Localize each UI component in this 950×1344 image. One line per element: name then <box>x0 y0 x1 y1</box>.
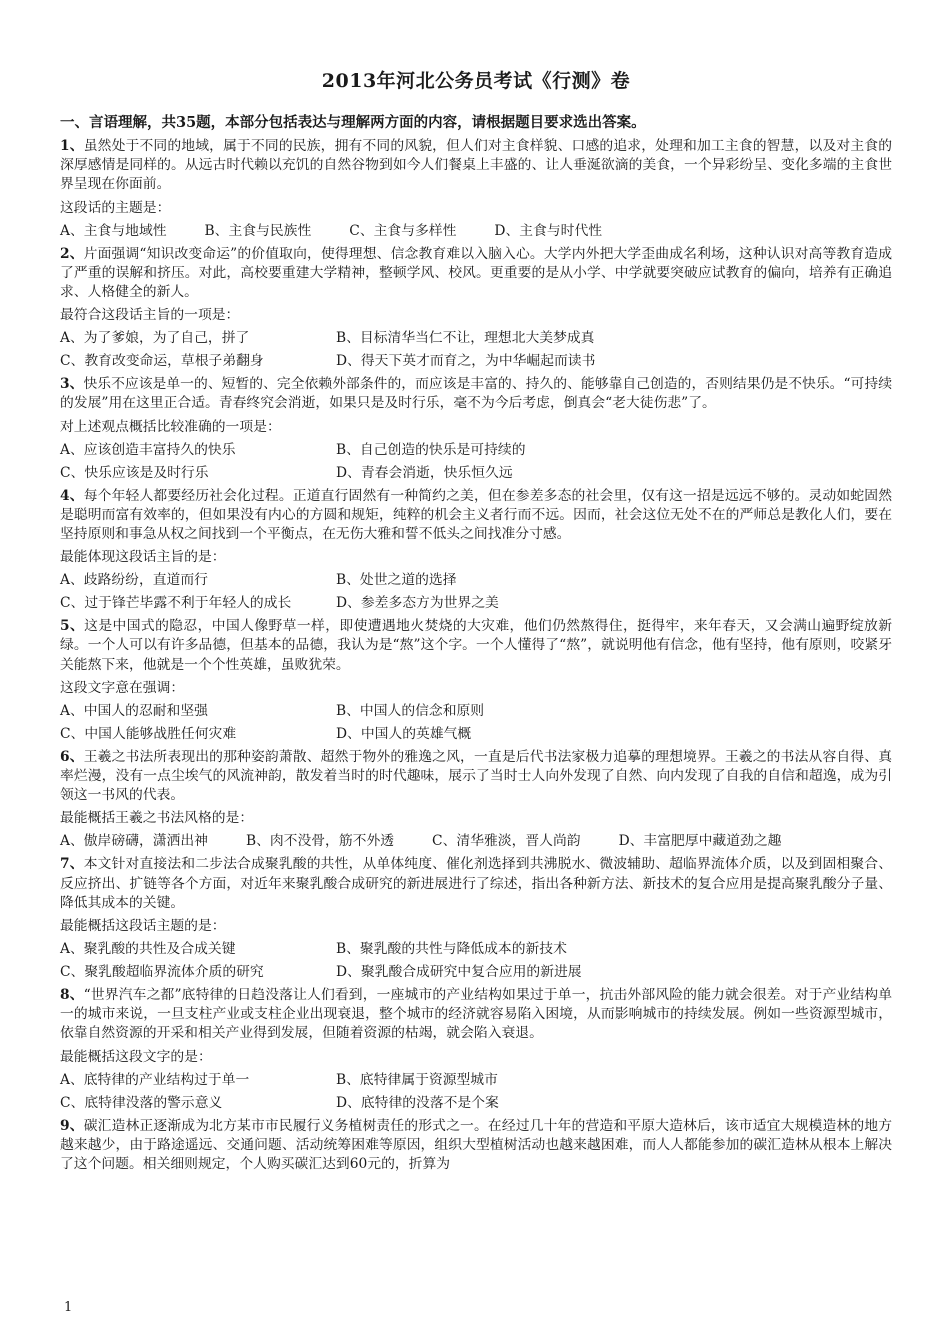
question-block <box>60 617 892 744</box>
option-row <box>60 725 892 744</box>
question-block <box>60 375 892 482</box>
answer-option[interactable]: D、底特律的没落不是个案 <box>336 1094 499 1111</box>
question-body: 片面强调“知识改变命运”的价值取向，使得理想、信念教育难以入脑入心。大学内外把大学歪曲成名利场，这种认识对高等教育造成了严重的误解和挤压。对此，高校要重建大学精神，整顿学风、校风。更重要的是从小学、中学就要突破应试教育的偏向，培养有正确追求、人格健全的新人。 <box>60 245 892 301</box>
answer-option[interactable]: A、聚乳酸的共性及合成关键 <box>60 941 236 958</box>
question-number: 6、 <box>60 748 84 765</box>
answer-option[interactable]: A、底特律的产业结构过于单一 <box>60 1071 250 1088</box>
option-row <box>60 832 892 851</box>
option-row <box>60 571 892 590</box>
question-block <box>60 487 892 614</box>
answer-option[interactable]: C、快乐应该是及时行乐 <box>60 464 209 481</box>
question-text <box>60 487 892 545</box>
answer-option[interactable]: D、丰富肥厚中藏道劲之趣 <box>618 833 782 850</box>
option-row <box>60 329 892 348</box>
answer-option[interactable]: D、聚乳酸合成研究中复合应用的新进展 <box>336 964 582 981</box>
question-block <box>60 748 892 852</box>
option-row <box>60 352 892 371</box>
question-prompt: 这段文字意在强调： <box>60 679 185 696</box>
question-prompt: 最能概括这段文字的是： <box>60 1048 212 1065</box>
question-text <box>60 855 892 913</box>
answer-option[interactable]: A、傲岸磅礴，潇洒出神 <box>60 833 208 850</box>
question-block <box>60 245 892 372</box>
question-body: 碳汇造林正逐渐成为北方某市市民履行义务植树责任的形式之一。在经过几十年的营造和平原大造林后，该市适宜大规模造林的地方越来越少，由于路途遥远、交通问题、活动统筹困难等原因，组织大型植树活动也越来越困难，而人人都能参加的碳汇造林从根本上解决了这个问题。相关细则规定，个人购买碳汇达到60元的，折算为 <box>60 1117 892 1173</box>
answer-option[interactable]: C、底特律没落的警示意义 <box>60 1094 223 1111</box>
question-block <box>60 855 892 982</box>
question-body: 本文针对直接法和二步法合成聚乳酸的共性，从单体纯度、催化剂选择到共沸脱水、微波辅助、超临界流体介质，以及到固相聚合、反应挤出、扩链等各个方面，对近年来聚乳酸合成研究的新进展进行了综述，指出各种新方法、新技术的复合应用是提高聚乳酸分子量、降低其成本的关键。 <box>60 856 892 911</box>
option-row <box>60 1071 892 1090</box>
section-heading: 一、言语理解，共35题，本部分包括表达与理解两方面的内容，请根据题目要求选出答案。 <box>60 114 646 131</box>
question-number: 8、 <box>60 987 84 1004</box>
option-row <box>60 1094 892 1113</box>
answer-option[interactable]: C、清华雅淡，晋人尚韵 <box>432 833 581 850</box>
question-body: 这是中国式的隐忍，中国人像野草一样，即使遭遇地火焚烧的大灾难，他们仍然熬得住，挺得牢，来年春天，又会满山遍野绽放新绿。一个人可以有许多品德，但基本的品德，我认为是“熬”这个字。一个人懂得了“熬”，就说明他有信念，他有坚持，他有原则，咬紧牙关能熬下来，他就是一个个性英雄，虽败犹荣。 <box>60 618 892 673</box>
question-number: 4、 <box>60 487 84 504</box>
option-row <box>60 963 892 982</box>
document-page <box>60 66 892 1176</box>
question-number: 5、 <box>60 618 85 635</box>
question-block <box>60 137 892 241</box>
question-text <box>60 617 892 675</box>
answer-option[interactable]: C、中国人能够战胜任何灾难 <box>60 725 237 742</box>
question-text <box>60 137 892 195</box>
question-number: 7、 <box>60 856 84 873</box>
option-row <box>60 702 892 721</box>
question-prompt: 最符合这段话主旨的一项是： <box>60 307 240 324</box>
answer-option[interactable]: B、聚乳酸的共性与降低成本的新技术 <box>336 941 567 958</box>
answer-option[interactable]: D、主食与时代性 <box>494 222 603 239</box>
question-number: 2、 <box>60 245 84 262</box>
answer-option[interactable]: B、目标清华当仁不让，理想北大美梦成真 <box>336 330 595 347</box>
option-row <box>60 464 892 483</box>
question-text <box>60 748 892 806</box>
question-prompt: 这段话的主题是： <box>60 199 171 216</box>
question-block <box>60 1117 892 1175</box>
question-list <box>60 137 892 1174</box>
question-prompt: 最能体现这段话主旨的是： <box>60 549 226 566</box>
answer-option[interactable]: B、底特律属于资源型城市 <box>336 1071 498 1088</box>
question-number: 3、 <box>60 376 84 393</box>
answer-option[interactable]: D、得天下英才而育之，为中华崛起而读书 <box>336 353 596 370</box>
answer-option[interactable]: A、中国人的忍耐和坚强 <box>60 702 208 719</box>
question-text <box>60 986 892 1044</box>
question-block <box>60 986 892 1113</box>
question-prompt: 最能概括王羲之书法风格的是： <box>60 810 254 827</box>
answer-option[interactable]: A、主食与地域性 <box>60 222 167 239</box>
answer-option[interactable]: D、中国人的英雄气概 <box>336 725 472 742</box>
answer-option[interactable]: B、中国人的信念和原则 <box>336 702 485 719</box>
option-row <box>60 594 892 613</box>
answer-option[interactable]: C、聚乳酸超临界流体介质的研究 <box>60 964 264 981</box>
question-body: 快乐不应该是单一的、短暂的、完全依赖外部条件的，而应该是丰富的、持久的、能够靠自己创造的，否则结果仍是不快乐。“可持续的发展”用在这里正合适。青春终究会消逝，如果只是及时行乐，毫不为今后考虑，倒真会“老大徒伤悲”了。 <box>60 376 892 412</box>
answer-option[interactable]: A、为了爹娘，为了自己，拼了 <box>60 330 250 347</box>
option-row <box>60 940 892 959</box>
answer-option[interactable]: A、应该创造丰富持久的快乐 <box>60 441 236 458</box>
question-body: 王羲之书法所表现出的那种姿韵萧散、超然于物外的雅逸之风，一直是后代书法家极力追摹的理想境界。王羲之的书法从容自得、真率烂漫，没有一点尘埃气的风流神韵，散发着当时的时代趣味，展示了当时士人向外发现了自然、向内发现了自我的自信和超逸，成为引领这一书风的代表。 <box>60 748 892 804</box>
answer-option[interactable]: B、处世之道的选择 <box>336 572 457 589</box>
question-body: “世界汽车之都”底特律的日趋没落让人们看到，一座城市的产业结构如果过于单一，抗击外部风险的能力就会很差。对于产业结构单一的城市来说，一旦支柱产业或支柱企业出现衰退，整个城市的经济就容易陷入困境，从而影响城市的持续发展。例如一些资源型城市，依靠自然资源的开采和相关产业得到发展，但随着资源的枯竭，就会陷入衰退。 <box>60 987 892 1042</box>
answer-option[interactable]: B、自己创造的快乐是可持续的 <box>336 441 526 458</box>
option-row <box>60 222 892 241</box>
answer-option[interactable]: C、过于锋芒毕露不利于年轻人的成长 <box>60 595 292 612</box>
question-text <box>60 1117 892 1175</box>
question-body: 虽然处于不同的地域，属于不同的民族，拥有不同的风貌，但人们对主食样貌、口感的追求，处理和加工主食的智慧，以及对主食的深厚感情是同样的。从远古时代赖以充饥的自然谷物到如今人们餐桌上丰盛的、让人垂涎欲滴的美食，一个异彩纷呈、变化多端的主食世界呈现在你面前。 <box>60 138 892 193</box>
question-number: 1、 <box>60 138 84 154</box>
answer-option[interactable]: A、歧路纷纷，直道而行 <box>60 572 208 589</box>
question-body: 每个年轻人都要经历社会化过程。正道直行固然有一种简约之美，但在参差多态的社会里，仅有这一招是远远不够的。灵动如蛇固然是聪明而富有效率的，但如果没有内心的方圆和规矩，纯粹的机会主义者行而不远。因而，社会这位无处不在的严师总是教化人们，要在坚持原则和事急从权之间找到一个平衡点，在无伤大雅和誓不低头之间找准分寸感。 <box>60 487 892 543</box>
page-title: 2013年河北公务员考试《行测》卷 <box>321 70 631 92</box>
answer-option[interactable]: D、青春会消逝，快乐恒久远 <box>336 464 513 481</box>
answer-option[interactable]: C、教育改变命运，草根子弟翻身 <box>60 353 264 370</box>
question-prompt: 最能概括这段话主题的是： <box>60 918 226 935</box>
option-row <box>60 441 892 460</box>
question-text <box>60 375 892 413</box>
answer-option[interactable]: B、主食与民族性 <box>204 222 312 239</box>
question-text <box>60 245 892 303</box>
answer-option[interactable]: C、主食与多样性 <box>349 222 457 239</box>
answer-option[interactable]: D、参差多态方为世界之美 <box>336 595 499 612</box>
question-prompt: 对上述观点概括比较准确的一项是： <box>60 418 281 435</box>
question-number: 9、 <box>60 1117 84 1134</box>
answer-option[interactable]: B、肉不没骨，筋不外透 <box>245 833 395 850</box>
page-number: 1 <box>64 1300 73 1315</box>
